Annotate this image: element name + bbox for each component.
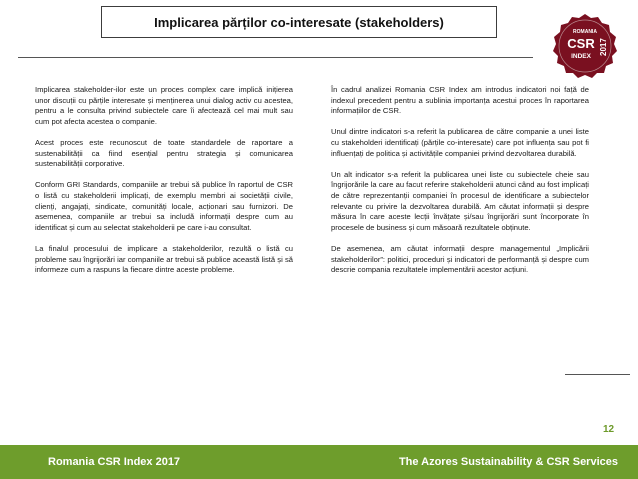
right-divider <box>565 374 630 375</box>
page-number: 12 <box>603 424 615 435</box>
left-paragraph-2: Acest proces este recunoscut de toate standardele de raportare a sustenabilității ca fiind esențial pentru strategia și comunicarea sustenabilității corporative. <box>35 137 293 169</box>
footer-right-text: The Azores Sustainability & CSR Services <box>398 456 618 468</box>
left-paragraph-3: Conform GRI Standards, companiile ar trebui să publice în raportul de CSR o listă cu stakeholderii implicați, de exemplu membri ai societății civile, clienți, angajați, sindicate, comunități locale, acționari sau furnizori. De asemenea, companiile ar trebui sa includă informații despre cum au identificat și cum au selectat stakeholderii pe care i-au consultat. <box>35 180 293 232</box>
footer-left-text: Romania CSR Index 2017 <box>48 456 181 468</box>
logo-year: 2017 <box>599 38 608 56</box>
logo-bottom-text: INDEX <box>571 53 591 60</box>
logo-top-text: ROMANIA <box>573 29 597 35</box>
right-paragraph-2: Unul dintre indicatori s-a referit la publicarea de către companie a unei liste cu stakeholderi identificați (părțile co-interesate) care pot influența sau pot fi influențați de politica și activitățile companiei privind dezvoltarea durabilă. <box>331 127 589 158</box>
top-divider <box>18 57 533 58</box>
page-title: Implicarea părților co-interesate (stakeholders) <box>101 6 497 38</box>
left-paragraph-4: La finalul procesului de implicare a stakeholderilor, rezultă o listă cu probleme sau îngrijorări iar companiile ar trebui să publice această listă și să informeze cum a raspuns la fiecare dintre aceste probleme. <box>35 243 293 275</box>
footer-bar <box>0 445 638 479</box>
romania-csr-index-logo <box>551 12 619 80</box>
logo-mid-text: CSR <box>567 36 595 51</box>
right-column <box>331 85 589 286</box>
right-paragraph-3: Un alt indicator s-a referit la publicarea unei liste cu subiectele cheie sau îngrijorările la care au facut referire stakeholderii atunci când au fost implicați de către reprezentanții companiei în procesul de identificare a subiectelor relevante cu privire la dezvoltarea durabilă. Am căutat informații și despre măsura în care aceste lecții învățate și/sau îngrijorări sunt încorporate în procesele de business și cum măsoară rezultatele obținute. <box>331 169 589 232</box>
left-paragraph-1: Implicarea stakeholder-ilor este un proces complex care implică inițierea unor discuții cu părțile interesate și menținerea unui dialog activ cu acestea, pentru a le consulta privind subiectele care îi afectează cel mai mult sau cum pot afecta acestea o companie. <box>35 85 293 126</box>
right-paragraph-4: De asemenea, am căutat informații despre managementul „Implicării stakeholderilor”: politici, proceduri și indicatori de performanță și despre cum descrie compania rezultatele implementării acestor acțiuni. <box>331 243 589 275</box>
right-paragraph-1: În cadrul analizei Romania CSR Index am introdus indicatori noi față de indexul precedent pentru a sublinia importanța acestui proces în raportarea informațiilor de CSR. <box>331 85 589 116</box>
left-column <box>35 85 293 286</box>
